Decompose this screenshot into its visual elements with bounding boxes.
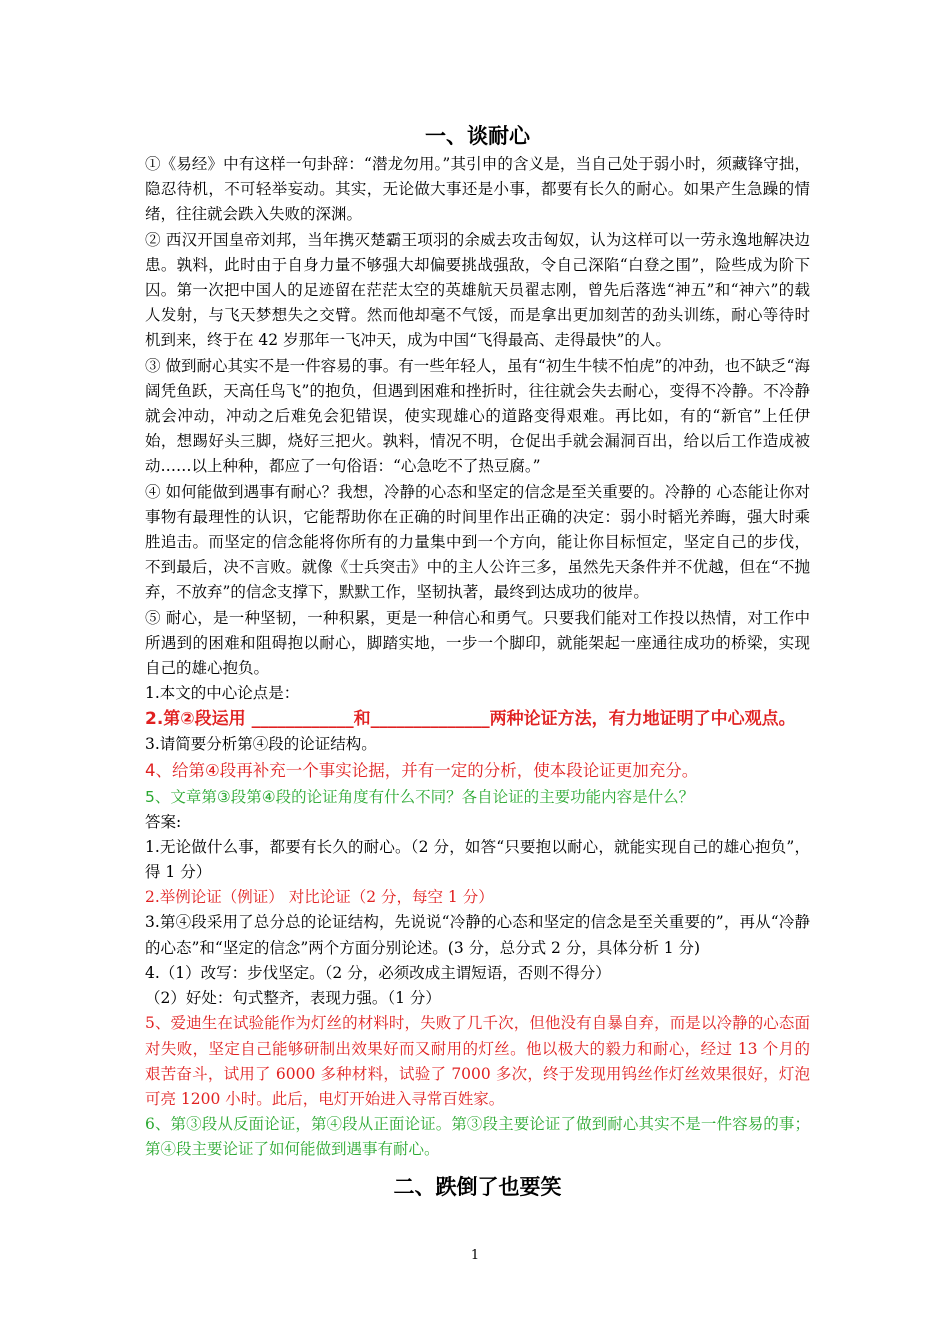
paragraph-1: ①《易经》中有这样一句卦辞：“潜龙勿用。”其引申的含义是，当自己处于弱小时，须藏锋守拙，隐忍待机，不可轻举妄动。其实，无论做大事还是小事，都要有长久的耐心。如果产生急躁的情绪，往往就会跌入失败的深渊。 [145,155,810,224]
answer-5: 5、爱迪生在试验能作为灯丝的材料时，失败了几千次，但他没有自暴自弃，而是以冷静的心态面对失败，坚定自己能够研制出效果好而又耐用的灯丝。他以极大的毅力和耐心，经过 13 个月的艰苦奋斗，试用了 6000 多种材料，试验了 7000 多次，终于发现用钨丝作灯丝效果很好，灯泡可亮 1200 小时。此后，电灯开始进入寻常百姓家。 [145,1014,810,1108]
question-5: 5、文章第③段第④段的论证角度有什么不同？各自论证的主要功能内容是什么？ [145,787,695,806]
paragraph-5: ⑤ 耐心，是一种坚韧，一种积累，更是一种信心和勇气。只要我们能对工作投以热情，对工作中所遇到的困难和阻碍抱以耐心，脚踏实地，一步一个脚印，就能架起一座通往成功的桥梁，实现自己的雄心抱负。 [145,608,810,678]
answer-4-2: （2）好处：句式整齐，表现力强。（1 分） [145,989,441,1008]
document-content [145,120,810,1203]
answer-2: 2.举例论证（例证） 对比论证（2 分，每空 1 分） [145,888,494,907]
question-1: 1.本文的中心论点是： [145,684,300,703]
paragraph-3: ③ 做到耐心其实不是一件容易的事。有一些年轻人，虽有“初生牛犊不怕虎”的冲劲，也不缺乏“海阔凭鱼跃，天高任鸟飞”的抱负，但遇到困难和挫折时，往往就会失去耐心，变得不冷静。不冷静就会冲动，冲动之后难免会犯错误，使实现雄心的道路变得艰难。再比如，有的“新官”上任伊始，想踢好头三脚，烧好三把火。孰料，情况不明，仓促出手就会漏洞百出，给以后工作造成被动……以上种种，都应了一句俗语：“心急吃不了热豆腐。” [145,356,810,476]
answer-label: 答案: [145,812,182,831]
section-title-2: 二、跌倒了也要笑 [393,1174,562,1199]
question-4: 4、给第④段再补充一个事实论据，并有一定的分析，使本段论证更加充分。 [145,760,699,780]
answer-1: 1.无论做什么事，都要有长久的耐心。（2 分，如答“只要抱以耐心，就能实现自己的雄心抱负”，得 1 分） [145,837,810,882]
answer-3: 3.第④段采用了总分总的论证结构，先说说“冷静的心态和坚定的信念是至关重要的”，再从“冷静的心态”和“坚定的信念”两个方面分别论述。(3 分，总分式 2 分，具体分析 1 分) [145,913,810,957]
question-3: 3.请简要分析第④段的论证结构。 [145,735,377,754]
answer-4-1: 4.（1）改写：步伐坚定。（2 分，必须改成主谓短语，否则不得分） [145,963,611,982]
paragraph-2: ② 西汉开国皇帝刘邦，当年携灭楚霸王项羽的余威去攻击匈奴，认为这样可以一劳永逸地解决边患。孰料，此时由于自身力量不够强大却偏要挑战强敌，令自己深陷“白登之围”，险些成为阶下囚。第一次把中国人的足迹留在茫茫太空的英雄航天员翟志刚，曾先后落选“神五”和“神六”的载人发射，与飞天梦想失之交臂。然而他却毫不气馁，而是拿出更加刻苦的劲头训练，耐心等待时机到来，终于在 42 岁那年一飞冲天，成为中国“飞得最高、走得最快”的人。 [145,230,810,350]
answer-6: 6、第③段从反面论证，第④段从正面论证。第③段主要论证了做到耐心其实不是一件容易的事；第④段主要论证了如何能做到遇事有耐心。 [145,1115,810,1159]
question-2: 2.第②段运用 ____________和______________两种论证方法，有力地证明了中心观点。 [145,709,796,730]
section-title-1: 一、谈耐心 [425,124,530,148]
paragraph-4: ④ 如何能做到遇事有耐心？我想，冷静的心态和坚定的信念是至关重要的。冷静的 心态能让你对事物有最理性的认识，它能帮助你在正确的时间里作出正确的决定：弱小时韬光养晦，强大时乘胜追击。而坚定的信念能将你所有的力量集中到一个方向，能让你目标恒定，坚定自己的步伐，不到最后，决不言败。就像《士兵突击》中的主人公许三多，虽然先天条件并不优越，但在“不抛弃，不放弃”的信念支撑下，默默工作，坚韧执著，最终到达成功的彼岸。 [145,482,810,602]
page-number: 1 [470,1248,480,1263]
